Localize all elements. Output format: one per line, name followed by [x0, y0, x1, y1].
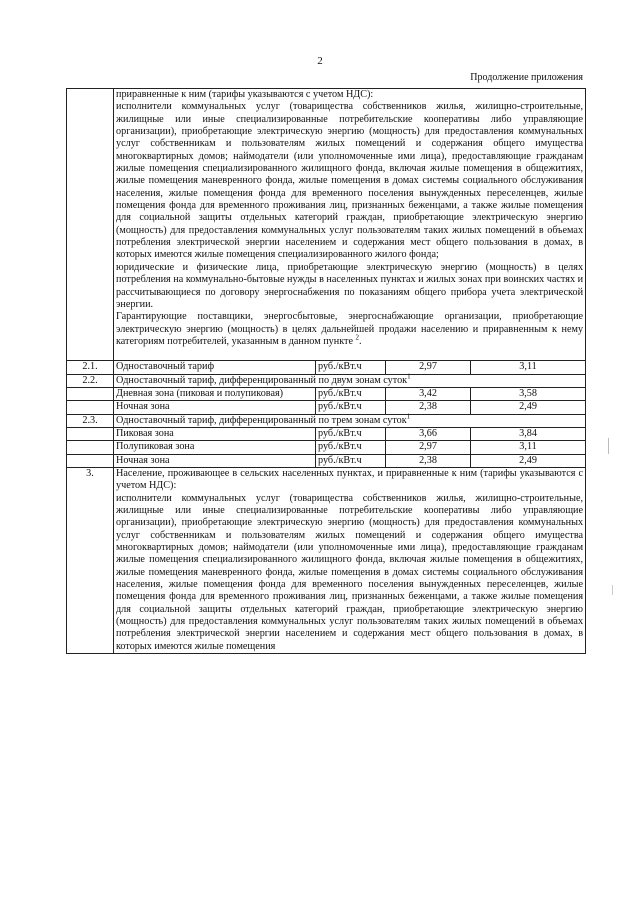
row-label: Одноставочный тариф, дифференцированный по трем зонам суток$^1$	[114, 414, 586, 427]
table-row	[67, 414, 586, 427]
row-value-2: 2,49	[471, 401, 586, 414]
table-row	[67, 401, 586, 414]
row-value-1: 2,97	[386, 361, 471, 374]
row-unit: руб./кВт.ч	[316, 401, 386, 414]
row-value-2: 2,49	[471, 454, 586, 467]
row-label: Полупиковая зона	[114, 441, 316, 454]
footnote-mark: 2	[355, 333, 360, 342]
footnote-mark: 1	[407, 372, 411, 381]
row-number: 2.3.	[67, 414, 114, 427]
row-label: Одноставочный тариф	[114, 361, 316, 374]
table-row	[67, 427, 586, 440]
table-row	[67, 454, 586, 467]
table-row-intro	[67, 89, 586, 361]
tariff-table	[66, 88, 586, 654]
page-number: 2	[317, 55, 323, 67]
row-value-1: 3,66	[386, 427, 471, 440]
table-row-3	[67, 467, 586, 653]
row-label: Дневная зона (пиковая и полупиковая)	[114, 387, 316, 400]
intro-paragraph: юридические и физические лица, приобретающие электрическую энергию (мощность) в целях потребления на коммунально-бытовые нужды в населенных пунктах и жилых зонах при воинских частях и рассчитывающиеся по договору энергоснабжения по показаниям общего прибора учета электрической энергии.	[116, 261, 584, 310]
row-value-2: 3,84	[471, 427, 586, 440]
row-number: 2.1.	[67, 361, 114, 374]
row-label: Ночная зона	[114, 454, 316, 467]
row-value-1: 2,38	[386, 401, 471, 414]
row-unit: руб./кВт.ч	[316, 361, 386, 374]
row-value-1: 3,42	[386, 387, 471, 400]
row-value-2: 3,58	[471, 387, 586, 400]
row-value-2: 3,11	[471, 361, 586, 374]
row-value-1: 2,38	[386, 454, 471, 467]
intro-line: приравненные к ним (тарифы указываются с учетом НДС):	[116, 89, 374, 100]
row-number: 3.	[67, 467, 114, 653]
table-row	[67, 387, 586, 400]
row-number: 2.2.	[67, 374, 114, 387]
row-3-text-cell	[114, 467, 586, 653]
scan-artifact	[612, 585, 613, 595]
row-value-1: 2,97	[386, 441, 471, 454]
intro-paragraph: исполнители коммунальных услуг (товарищества собственников жилья, жилищно-строительные, жилищные или иные специализированные потребительские кооперативы либо управляющие организации), приобретающие электрическую энергию (мощность) для предоставления коммунальных услуг собственникам и пользователям жилых помещений и содержания общего имущества многоквартирных домов; наймодатели (или уполномоченные ими лица), предоставляющие гражданам жилые помещения специализированного жилищного фонда, включая жилые помещения в общежитиях, жилые помещения маневренного фонда, жилые помещения в домах системы социального обслуживания населения, жилые помещения фонда для временного поселения вынужденных переселенцев, жилые помещения фонда для временного проживания лиц, признанных беженцами, а также жилые помещения для социальной защиты отдельных категорий граждан, приобретающие электрическую энергию (мощность) для предоставления коммунальных услуг пользователям таких жилых помещений в объемах потребления электрической энергии населением и содержания мест общего пользования в домах, в которых имеются жилые помещения специализированного жилого фонда;	[116, 101, 584, 261]
row-value-2: 3,11	[471, 441, 586, 454]
row-unit: руб./кВт.ч	[316, 454, 386, 467]
intro-paragraph: Гарантирующие поставщики, энергосбытовые, энергоснабжающие организации, приобретающие электрическую энергию (мощность) в целях дальнейшей продажи населению и приравненным к нему категориям потребителей, указанным в данном пункте $^2$.	[116, 311, 584, 347]
row-label: Одноставочный тариф, дифференцированный по двум зонам суток$^1$	[114, 374, 586, 387]
continuation-label: Продолжение приложения	[470, 72, 583, 83]
row-label: Пиковая зона	[114, 427, 316, 440]
table-row	[67, 374, 586, 387]
row-3-paragraph: Население, проживающее в сельских населенных пунктах, и приравненные к ним (тарифы указываются с учетом НДС):	[116, 467, 584, 492]
table-row	[67, 361, 586, 374]
row-3-paragraph: исполнители коммунальных услуг (товарищества собственников жилья, жилищно-строительные, жилищные или иные специализированные потребительские кооперативы либо управляющие организации), приобретающие электрическую энергию (мощность) для предоставления коммунальных услуг собственникам и пользователям жилых помещений и содержания общего имущества многоквартирных домов; наймодатели (или уполномоченные ими лица), предоставляющие гражданам жилые помещения специализированного жилищного фонда, включая жилые помещения в общежитиях, жилые помещения маневренного фонда, жилые помещения в домах системы социального обслуживания населения, жилые помещения фонда для временного поселения вынужденных переселенцев, жилые помещения фонда для временного проживания лиц, признанных беженцами, а также жилые помещения для социальной защиты отдельных категорий граждан, приобретающие электрическую энергию (мощность) для предоставления коммунальных услуг пользователям таких жилых помещений в объемах потребления электрической энергии населением и содержания мест общего пользования в домах, в которых имеются жилые помещения	[116, 492, 584, 652]
scan-artifact	[608, 438, 609, 454]
intro-text-cell	[114, 89, 586, 361]
row-label: Ночная зона	[114, 401, 316, 414]
row-unit: руб./кВт.ч	[316, 387, 386, 400]
row-unit: руб./кВт.ч	[316, 427, 386, 440]
table-row	[67, 441, 586, 454]
footnote-mark: 1	[406, 412, 411, 421]
row-unit: руб./кВт.ч	[316, 441, 386, 454]
